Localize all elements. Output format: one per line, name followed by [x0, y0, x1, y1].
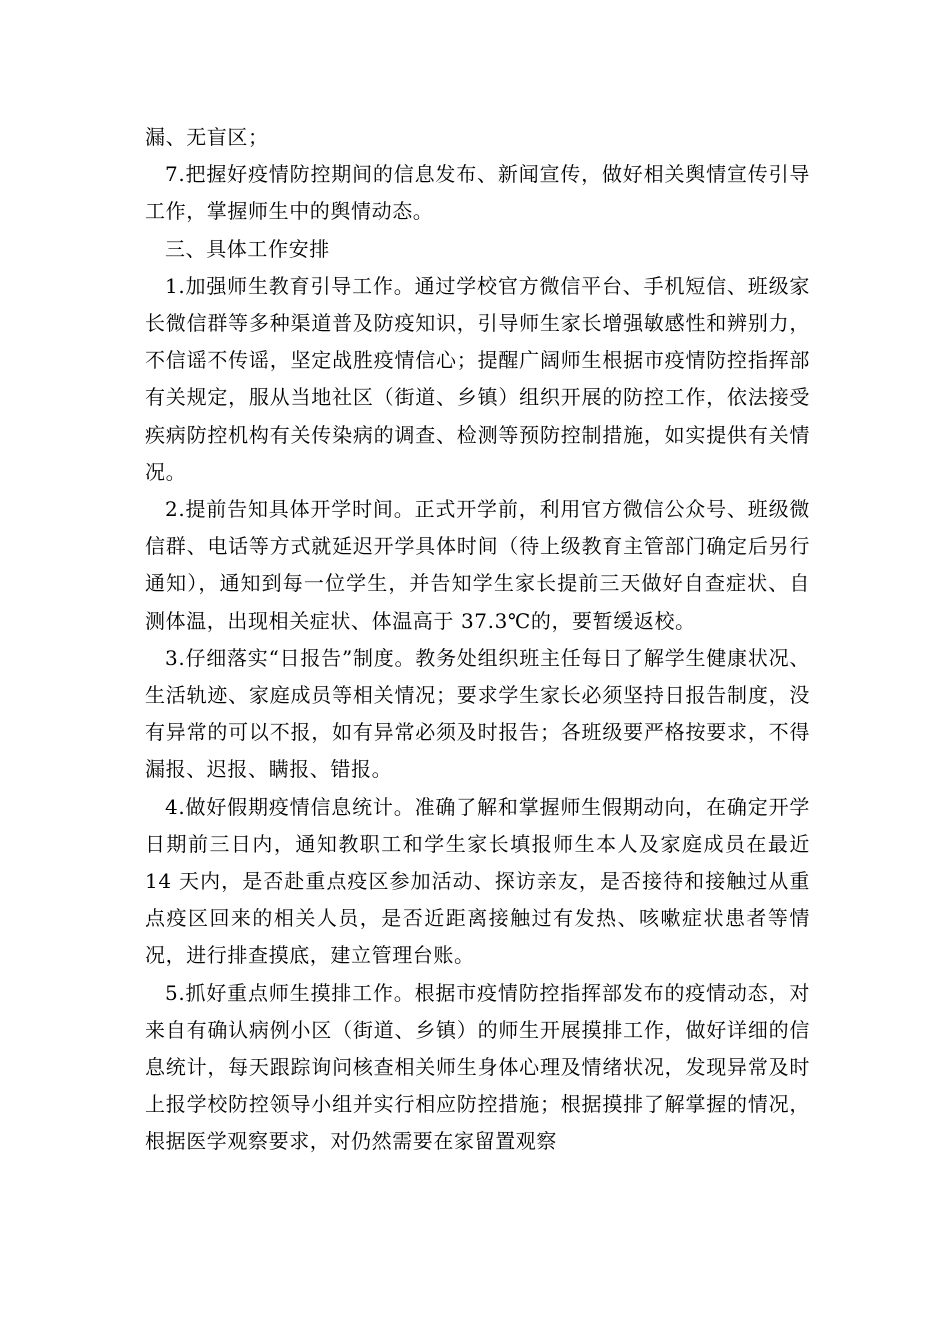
paragraph-item-2: 2.提前告知具体开学时间。正式开学前，利用官方微信公众号、班级微信群、电话等方式就延迟开学具体时间（待上级教育主管部门确定后另行通知），通知到每一位学生，并告知学生家长提前三天做好自查症状、自测体温，出现相关症状、体温高于 37.3℃的，要暂缓返校。	[145, 497, 810, 633]
section-heading-specific-arrangements: 三、具体工作安排	[165, 236, 330, 261]
paragraph-item-3: 3.仔细落实“日报告”制度。教务处组织班主任每日了解学生健康状况、生活轨迹、家庭成员等相关情况；要求学生家长必须坚持日报告制度，没有异常的可以不报，如有异常必须及时报告；各班级要严格按要求，不得漏报、迟报、瞒报、错报。	[145, 645, 810, 782]
document-body	[145, 119, 810, 1161]
paragraph-continuation: 漏、无盲区；	[145, 125, 269, 149]
paragraph-item-7: 7.把握好疫情防控期间的信息发布、新闻宣传，做好相关舆情宣传引导工作，掌握师生中的舆情动态。	[145, 162, 810, 224]
paragraph-item-1: 1.加强师生教育引导工作。通过学校官方微信平台、手机短信、班级家长微信群等多种渠道普及防疫知识，引导师生家长增强敏感性和辨别力，不信谣不传谣，坚定战胜疫情信心；提醒广阔师生根据市疫情防控指挥部有关规定，服从当地社区（街道、乡镇）组织开展的防控工作，依法接受疾病防控机构有关传染病的调查、检测等预防控制措施，如实提供有关情况。	[145, 273, 810, 484]
paragraph-item-4: 4.做好假期疫情信息统计。准确了解和掌握师生假期动向，在确定开学日期前三日内，通知教职工和学生家长填报师生本人及家庭成员在最近 14 天内，是否赴重点疫区参加活动、探访亲友，是否接待和接触过从重点疫区回来的相关人员，是否近距离接触过有发热、咳嗽症状患者等情况，进行排查摸底，建立管理台账。	[145, 794, 810, 968]
paragraph-item-5: 5.抓好重点师生摸排工作。根据市疫情防控指挥部发布的疫情动态，对来自有确认病例小区（街道、乡镇）的师生开展摸排工作，做好详细的信息统计，每天跟踪询问核查相关师生身体心理及情绪状况，发现异常及时上报学校防控领导小组并实行相应防控措施；根据摸排了解掌握的情况，根据医学观察要求，对仍然需要在家留置观察	[145, 980, 810, 1154]
